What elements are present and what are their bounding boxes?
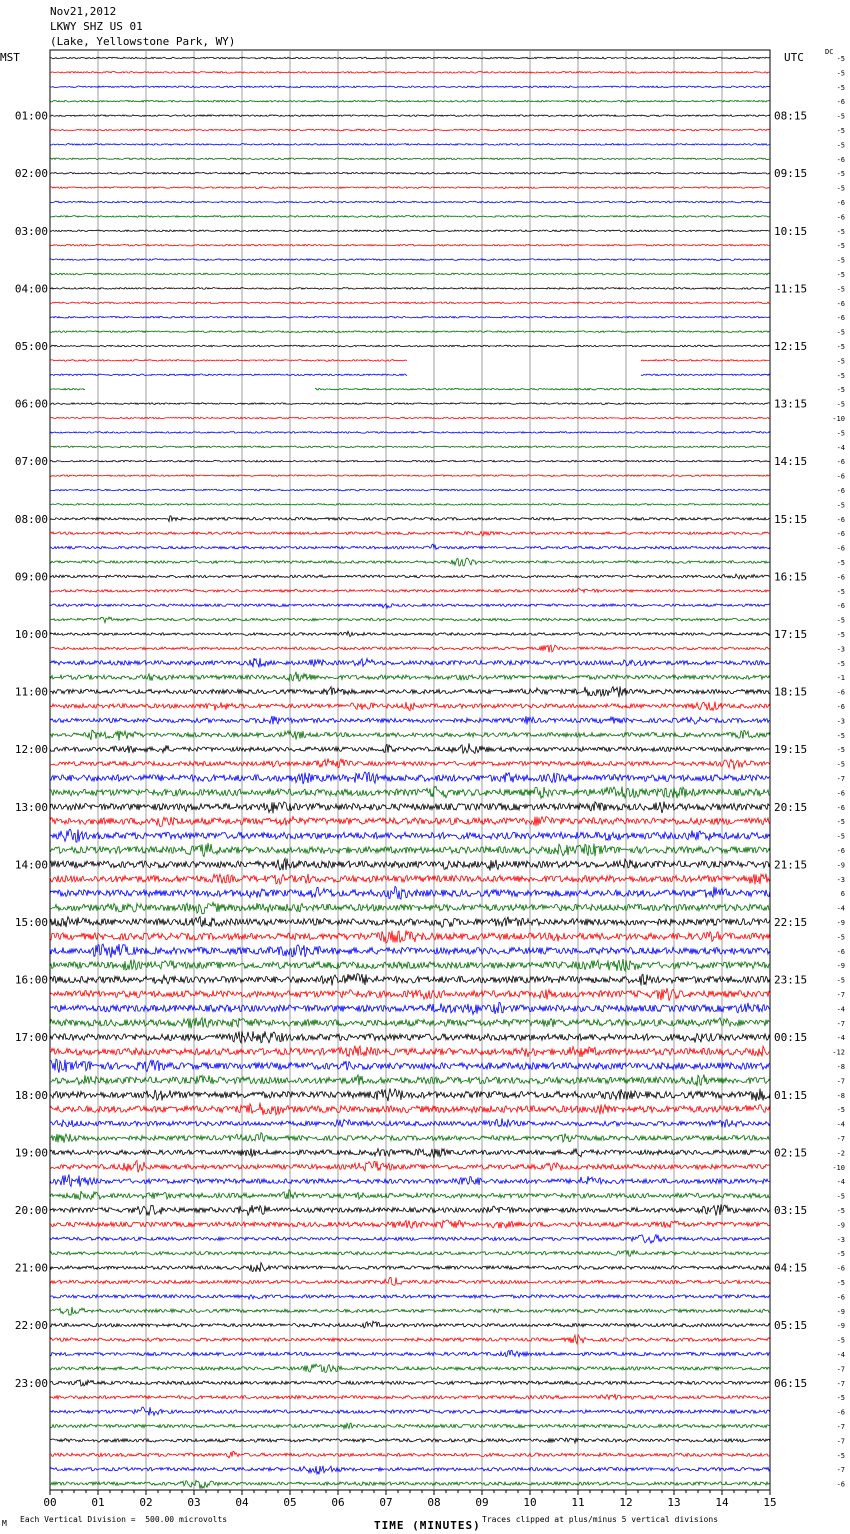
dc-offset-value: -5 — [836, 1394, 845, 1403]
x-tick-label: 10 — [523, 1496, 537, 1509]
dc-offset-value: -9 — [836, 1221, 845, 1230]
dc-offset-value: -1 — [836, 674, 845, 683]
dc-offset-value: -5 — [836, 371, 845, 380]
seismic-trace — [50, 802, 770, 814]
seismic-trace — [50, 829, 770, 842]
mst-hour-label: 23:00 — [14, 1376, 48, 1390]
seismic-trace — [50, 273, 770, 275]
seismic-trace — [50, 944, 770, 958]
mst-hour-label: 06:00 — [14, 397, 48, 411]
mst-hour-label: 01:00 — [14, 109, 48, 123]
dc-offset-value: -6 — [836, 1480, 845, 1489]
x-axis-title: TIME (MINUTES) — [374, 1519, 481, 1532]
x-tick-label: 11 — [571, 1496, 585, 1509]
utc-hour-label: 09:15 — [774, 167, 808, 181]
seismic-trace — [50, 1002, 770, 1014]
seismic-trace — [50, 388, 770, 390]
seismic-trace — [50, 244, 770, 246]
dc-offset-value: -4 — [836, 1351, 845, 1359]
seismic-trace — [50, 874, 770, 885]
dc-offset-value: -6 — [836, 1408, 845, 1417]
mst-hour-label: 03:00 — [14, 224, 48, 238]
utc-hour-label: 17:15 — [774, 628, 808, 641]
utc-hour-label: 00:15 — [774, 1031, 808, 1045]
seismic-trace — [50, 843, 770, 857]
dc-offset-value: -5 — [836, 1106, 845, 1115]
seismic-trace — [50, 1118, 770, 1127]
mst-hour-label: 07:00 — [14, 455, 48, 469]
dc-offset-value: -7 — [836, 1365, 845, 1374]
x-tick-label: 05 — [283, 1496, 297, 1509]
seismic-trace — [50, 959, 770, 971]
mst-hour-label: 11:00 — [14, 685, 48, 699]
seismic-trace — [50, 730, 770, 740]
dc-offset-value: -5 — [836, 760, 845, 769]
dc-offset-value: -5 — [836, 141, 845, 150]
x-tick-label: 03 — [187, 1496, 201, 1509]
dc-offset-value: -6 — [836, 515, 845, 524]
utc-hour-label: 12:15 — [774, 340, 808, 353]
mst-hour-label: 14:00 — [14, 858, 48, 872]
dc-offset-value: -4 — [836, 1120, 845, 1129]
dc-offset-value: -5 — [836, 328, 845, 337]
seismic-trace — [50, 201, 770, 203]
seismic-trace — [50, 1438, 770, 1443]
dc-offset-value: -6 — [836, 789, 845, 798]
x-tick-label: 00 — [43, 1496, 57, 1509]
station-id: LKWY SHZ US 01 — [50, 20, 143, 33]
seismic-trace — [50, 1480, 770, 1488]
utc-hour-label: 22:15 — [774, 916, 808, 929]
dc-offset-value: -5 — [836, 559, 845, 567]
utc-hour-label: 16:15 — [774, 570, 808, 584]
x-tick-label: 01 — [91, 1496, 105, 1509]
seismic-trace — [50, 617, 770, 623]
right-timezone-label: UTC — [784, 51, 804, 64]
dc-offset-value: -7 — [836, 991, 845, 999]
seismic-trace — [50, 1277, 770, 1285]
dc-offset-value: -5 — [836, 285, 845, 294]
mst-hour-label: 13:00 — [14, 800, 48, 814]
footer-mark: M — [2, 1519, 7, 1528]
clip-note: Traces clipped at plus/minus 5 vertical divisions — [482, 1515, 719, 1524]
dc-offset-value: -10 — [832, 1163, 845, 1172]
dc-offset-value: -3 — [836, 875, 845, 884]
dc-offset-value: -5 — [836, 1279, 845, 1287]
seismic-trace — [50, 331, 770, 333]
utc-hour-label: 14:15 — [774, 455, 808, 469]
seismic-trace — [50, 230, 770, 232]
scale-note: Each Vertical Division = 500.00 microvolts — [20, 1515, 228, 1524]
seismic-trace — [50, 1407, 770, 1415]
mst-hour-label: 15:00 — [14, 916, 48, 929]
dc-offset-value: -6 — [836, 314, 845, 323]
utc-hour-label: 21:15 — [774, 858, 808, 872]
dc-offset-value: -5 — [836, 69, 845, 78]
dc-offset-value: -5 — [836, 357, 845, 366]
seismic-trace — [50, 129, 770, 131]
seismic-trace — [50, 672, 770, 682]
seismic-trace — [50, 57, 770, 59]
seismic-trace — [50, 716, 770, 724]
dc-offset-value: 6 — [840, 890, 845, 899]
seismic-trace — [50, 417, 770, 419]
seismic-trace — [50, 403, 770, 405]
seismic-trace — [50, 1133, 770, 1143]
dc-offset-value: -5 — [836, 933, 845, 942]
dc-offset-value: -4 — [836, 904, 845, 913]
seismic-trace — [50, 1335, 770, 1344]
utc-hour-label: 20:15 — [774, 800, 808, 814]
x-tick-label: 13 — [667, 1496, 681, 1509]
mst-hour-label: 12:00 — [14, 743, 48, 757]
seismic-trace — [50, 786, 770, 798]
seismic-trace — [50, 658, 770, 668]
dc-offset-value: -9 — [836, 962, 845, 971]
dc-offset-value: -6 — [836, 472, 845, 481]
seismic-trace — [50, 558, 770, 566]
mst-hour-label: 05:00 — [14, 340, 48, 353]
dc-offset-value: -5 — [836, 271, 845, 279]
dc-offset-value: -5 — [836, 1207, 845, 1215]
seismic-trace — [50, 1190, 770, 1200]
seismic-trace — [50, 1059, 770, 1073]
seismic-trace — [50, 1046, 770, 1057]
dc-offset-value: -3 — [836, 645, 845, 654]
dc-offset-value: -7 — [836, 1135, 845, 1143]
utc-hour-label: 02:15 — [774, 1146, 808, 1160]
seismic-trace — [50, 1263, 770, 1272]
dc-offset-value: -3 — [836, 1235, 845, 1244]
dc-offset-value: -5 — [836, 976, 845, 985]
mst-hour-label: 08:00 — [14, 512, 48, 526]
mst-hour-label: 16:00 — [14, 973, 48, 987]
utc-hour-label: 05:15 — [774, 1319, 808, 1333]
seismic-trace — [50, 259, 770, 261]
dc-offset-value: -5 — [836, 501, 845, 510]
dc-offset-value: -5 — [836, 832, 845, 841]
dc-offset-value: -5 — [836, 55, 845, 63]
seismic-trace — [50, 1175, 770, 1187]
seismic-trace — [50, 1380, 770, 1386]
utc-hour-label: 08:15 — [774, 109, 808, 123]
seismic-trace — [50, 887, 770, 900]
seismic-trace — [50, 302, 770, 304]
seismic-trace — [50, 1321, 770, 1328]
seismic-trace — [50, 1295, 770, 1299]
seismic-trace — [50, 686, 770, 697]
seismic-trace — [50, 743, 770, 753]
seismic-trace — [50, 432, 770, 434]
dc-offset-value: -6 — [836, 688, 845, 697]
seismic-trace — [50, 288, 770, 290]
utc-hour-label: 18:15 — [774, 685, 808, 699]
seismic-trace — [50, 1088, 770, 1101]
dc-offset-value: -9 — [836, 1307, 845, 1316]
seismic-trace — [50, 1220, 770, 1228]
dc-offset-value: -5 — [836, 83, 845, 92]
x-tick-label: 07 — [379, 1496, 393, 1509]
dc-offset-value: -9 — [836, 1322, 845, 1331]
mst-hour-label: 17:00 — [14, 1031, 48, 1045]
dc-offset-value: -6 — [836, 1264, 845, 1273]
seismic-trace — [50, 1235, 770, 1244]
left-timezone-label: MST — [0, 51, 20, 64]
dc-offset-value: -5 — [836, 1192, 845, 1201]
seismic-trace — [50, 631, 770, 636]
seismic-trace — [50, 158, 770, 160]
seismic-trace — [50, 516, 770, 522]
seismic-trace — [50, 544, 770, 549]
dc-offset-value: -7 — [836, 1423, 845, 1431]
dc-offset-value: -5 — [836, 170, 845, 179]
x-tick-label: 09 — [475, 1496, 489, 1509]
x-tick-label: 04 — [235, 1496, 249, 1509]
dc-offset-value: -5 — [836, 746, 845, 755]
dc-offset-value: -5 — [836, 616, 845, 625]
seismic-trace — [50, 1451, 770, 1458]
dc-offset-value: -5 — [836, 587, 845, 596]
seismic-trace — [50, 216, 770, 218]
utc-hour-label: 04:15 — [774, 1261, 808, 1275]
plot-frame — [50, 50, 770, 1490]
dc-offset-value: -5 — [836, 1451, 845, 1460]
dc-offset-value: -7 — [836, 1466, 845, 1475]
seismic-trace — [50, 1466, 770, 1475]
seismic-trace — [50, 345, 770, 347]
seismic-trace — [50, 100, 770, 102]
dc-offset-value: -7 — [836, 1077, 845, 1086]
seismic-trace — [50, 1204, 770, 1215]
dc-offset-value: -6 — [836, 487, 845, 495]
seismic-trace — [50, 930, 770, 943]
seismic-trace — [50, 86, 770, 88]
seismic-trace — [50, 172, 770, 174]
x-tick-label: 14 — [715, 1496, 729, 1509]
dc-offset-value: -7 — [836, 1019, 845, 1028]
seismic-trace — [50, 1018, 770, 1029]
x-tick-label: 06 — [331, 1496, 345, 1509]
seismic-trace — [50, 1031, 770, 1043]
dc-offset-value: -6 — [836, 458, 845, 467]
utc-hour-label: 15:15 — [774, 512, 808, 526]
seismic-trace — [50, 1350, 770, 1356]
mst-hour-label: 18:00 — [14, 1088, 48, 1102]
seismic-trace — [50, 360, 770, 362]
seismic-trace — [50, 460, 770, 462]
utc-hour-label: 13:15 — [774, 397, 808, 411]
seismic-trace — [50, 974, 770, 986]
seismic-trace — [50, 504, 770, 506]
seismic-trace — [50, 589, 770, 593]
utc-hour-label: 19:15 — [774, 743, 808, 757]
seismic-trace — [50, 532, 770, 536]
mst-hour-label: 20:00 — [14, 1204, 48, 1217]
dc-offset-value: -9 — [836, 861, 845, 870]
seismic-trace — [50, 1364, 770, 1372]
dc-offset-value: -3 — [836, 717, 845, 726]
dc-offset-value: -5 — [836, 818, 845, 827]
dc-offset-value: -12 — [832, 1048, 845, 1057]
seismic-trace — [50, 374, 770, 376]
dc-offset-value: -6 — [836, 1293, 845, 1302]
mst-hour-label: 09:00 — [14, 570, 48, 584]
utc-hour-label: 03:15 — [774, 1204, 808, 1217]
dc-offset-value: -9 — [836, 919, 845, 927]
seismic-trace — [50, 1161, 770, 1173]
x-tick-label: 08 — [427, 1496, 441, 1509]
mst-hour-label: 02:00 — [14, 167, 48, 181]
dc-offset-value: -5 — [836, 343, 845, 351]
seismic-trace — [50, 115, 770, 117]
dc-offset-value: -5 — [836, 400, 845, 409]
dc-offset-value: -4 — [836, 1034, 845, 1043]
seismic-trace — [50, 446, 770, 448]
seismic-trace — [50, 574, 770, 579]
dc-offset-value: -6 — [836, 155, 845, 164]
dc-offset-value: -5 — [836, 1250, 845, 1259]
mst-hour-label: 19:00 — [14, 1146, 48, 1160]
dc-offset-value: -6 — [836, 847, 845, 855]
dc-offset-value: -5 — [836, 386, 845, 395]
seismic-trace — [50, 1394, 770, 1399]
seismic-trace — [50, 1250, 770, 1256]
seismic-trace — [50, 489, 770, 491]
dc-offset-value: -4 — [836, 1005, 845, 1014]
dc-offset-value: -7 — [836, 1379, 845, 1388]
dc-offset-value: -7 — [836, 1437, 845, 1446]
mst-hour-label: 21:00 — [14, 1261, 48, 1275]
x-tick-label: 15 — [763, 1496, 777, 1509]
seismic-trace — [50, 1307, 770, 1315]
dc-offset-value: -5 — [836, 731, 845, 740]
seismic-trace — [50, 645, 770, 652]
dc-offset-value: -5 — [836, 631, 845, 639]
seismic-trace — [50, 902, 770, 913]
seismic-trace — [50, 759, 770, 770]
x-tick-label: 02 — [139, 1496, 153, 1509]
seismic-trace — [50, 72, 770, 74]
mst-hour-label: 22:00 — [14, 1319, 48, 1333]
dc-offset-value: -6 — [836, 703, 845, 711]
seismic-trace — [50, 475, 770, 477]
dc-offset-value: -5 — [836, 227, 845, 236]
dc-offset-value: -5 — [836, 1336, 845, 1345]
utc-hour-label: 06:15 — [774, 1376, 808, 1390]
dc-offset-value: -10 — [832, 415, 845, 423]
seismic-trace — [50, 988, 770, 1001]
utc-hour-label: 11:15 — [774, 282, 808, 296]
dc-offset-header: DC — [825, 48, 834, 56]
dc-offset-value: -5 — [836, 127, 845, 135]
mst-hour-label: 10:00 — [14, 628, 48, 641]
seismic-trace — [50, 144, 770, 146]
utc-hour-label: 01:15 — [774, 1088, 808, 1102]
seismic-trace — [50, 1148, 770, 1158]
seismic-trace — [50, 817, 770, 827]
dc-offset-value: -6 — [836, 602, 845, 611]
dc-offset-value: -6 — [836, 803, 845, 812]
seismic-trace — [50, 316, 770, 318]
mst-hour-label: 04:00 — [14, 282, 48, 296]
dc-offset-value: -6 — [836, 947, 845, 956]
dc-offset-value: -8 — [836, 1063, 845, 1071]
dc-offset-value: -6 — [836, 544, 845, 553]
dc-offset-value: -5 — [836, 256, 845, 265]
dc-offset-value: -6 — [836, 213, 845, 222]
seismic-trace — [50, 859, 770, 871]
dc-offset-value: -4 — [836, 1178, 845, 1187]
dc-offset-value: -8 — [836, 1091, 845, 1100]
x-tick-label: 12 — [619, 1496, 633, 1509]
dc-offset-value: -6 — [836, 530, 845, 539]
dc-offset-value: -5 — [836, 659, 845, 668]
seismic-trace — [50, 604, 770, 608]
station-location: (Lake, Yellowstone Park, WY) — [50, 35, 236, 48]
seismic-trace — [50, 1423, 770, 1429]
utc-hour-label: 23:15 — [774, 973, 808, 987]
seismic-trace — [50, 187, 770, 189]
dc-offset-value: -5 — [836, 112, 845, 121]
dc-offset-value: -6 — [836, 573, 845, 582]
dc-offset-value: -5 — [836, 242, 845, 251]
seismic-trace — [50, 1075, 770, 1087]
seismic-trace — [50, 1103, 770, 1116]
dc-offset-value: -5 — [836, 429, 845, 438]
dc-offset-value: -6 — [836, 299, 845, 308]
dc-offset-value: -7 — [836, 775, 845, 783]
dc-offset-value: -2 — [836, 1149, 845, 1158]
seismic-trace — [50, 772, 770, 784]
dc-offset-value: -6 — [836, 199, 845, 207]
seismic-trace — [50, 702, 770, 711]
dc-offset-value: -4 — [836, 443, 845, 452]
utc-hour-label: 10:15 — [774, 224, 808, 238]
dc-offset-value: -6 — [836, 98, 845, 107]
dc-offset-value: -5 — [836, 184, 845, 193]
plot-date: Nov21,2012 — [50, 5, 117, 18]
seismic-trace — [50, 917, 770, 928]
